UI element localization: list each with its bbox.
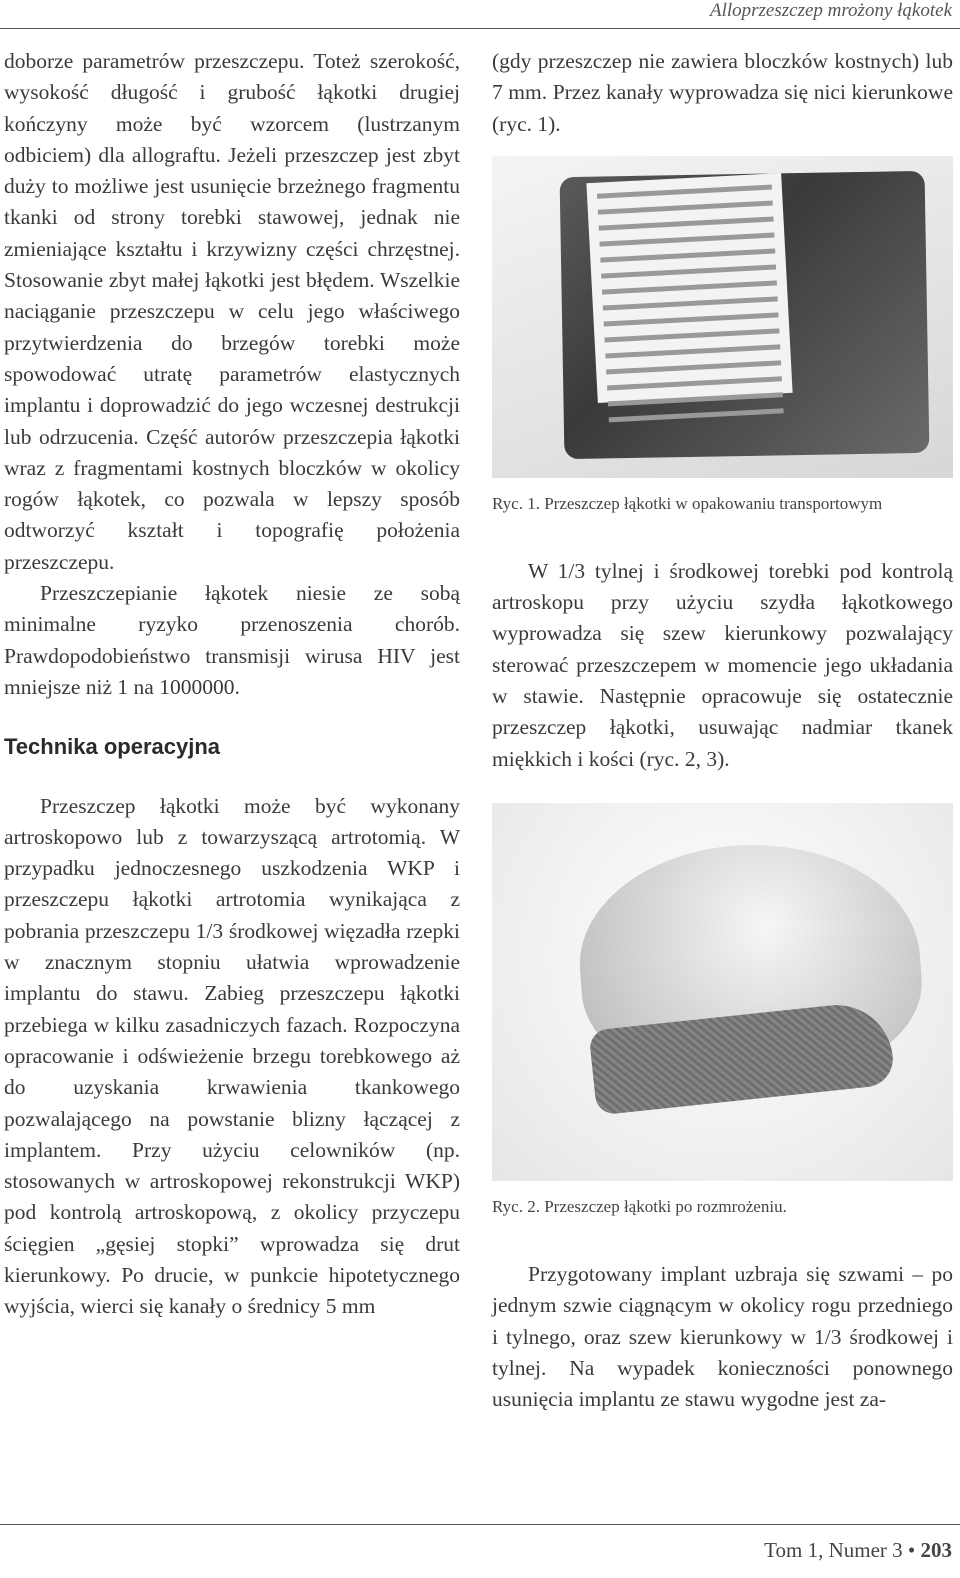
- left-paragraph-2: Przeszczepianie łąkotek niesie ze sobą minimalne ryzyko przenoszenia chorób. Prawdopodobieństwo transmisji wirusa HIV jest mniejsze niż 1 na 1000000.: [4, 581, 460, 699]
- right-paragraph-2: W 1/3 tylnej i środkowej torebki pod kontrolą artroskopu przy użyciu szydła łąkotkowego wyprowadza się szew kierunkowy pozwalający sterować przeszczepem w momencie jego układania w stawie. Następnie opracowuje się ostatecznie przeszczep łąkotki, usuwając nadmiar tkanek miękkich i kości (ryc. 2, 3).: [492, 558, 953, 771]
- page-footer: [764, 1538, 952, 1563]
- figure-1-image: [492, 156, 953, 478]
- running-title: Alloprzeszczep mrożony łąkotek: [709, 0, 952, 21]
- left-column: [4, 46, 460, 1323]
- header-rule: [0, 28, 960, 29]
- figure-2-image: [492, 803, 953, 1181]
- footer-bullet: •: [907, 1538, 916, 1562]
- section-heading: Technika operacyjna: [4, 734, 221, 760]
- journal-issue: Tom 1, Numer 3: [764, 1538, 903, 1562]
- right-paragraph-1: (gdy przeszczep nie zawiera bloczków kostnych) lub 7 mm. Przez kanały wyprowadza się nici kierunkowe (ryc. 1).: [492, 49, 953, 136]
- figure-1-caption: Ryc. 1. Przeszczep łąkotki w opakowaniu transportowym: [492, 493, 883, 513]
- left-paragraph-1: doborze parametrów przeszczepu. Toteż szerokość, wysokość długość i grubość łąkotki drugiej kończyny może być wzorcem (lustrzanym odbiciem) dla allograftu. Jeżeli przeszczep jest zbyt duży to możliwe jest usunięcie brzeżnego fragmentu tkanki od strony torebki stawowej, jednak nie zmieniające kształtu i krzywizny części chrzęstnej. Stosowanie zbyt małej łąkotki jest błędem. Wszelkie naciąganie przeszczepu w celu jego właściwego przytwierdzenia do brzegów torebki może spowodować utratę parametrów elastycznych implantu i doprowadzić do jego wczesnej destrukcji lub odrzucenia. Część autorów przeszczepia łąkotki wraz z fragmentami kostnych bloczków w okolicy rogów łąkotek, co pozwala w lepszy sposób odtworzyć kształt i topografię położenia przeszczepu.: [4, 49, 460, 574]
- left-paragraph-3: Przeszczep łąkotki może być wykonany artroskopowo lub z towarzyszącą artrotomią. W przypadku jednoczesnego uszkodzenia WKP i przeszczepu łąkotki artrotomia wynikająca z pobrania przeszczepu 1/3 środkowej więzadła rzepki w znacznym stopniu ułatwia wprowadzenie implantu do stawu. Zabieg przeszczepu łąkotki przebiega w kilku zasadniczych fazach. Rozpoczyna opracowanie i odświeżenie brzegu torebkowego aż do uzyskania krwawienia tkankowego pozwalającego na powstanie blizny łączącej z implantem. Przy użyciu celowników (np. stosowanych w artroskopowej rekonstrukcji WKP) pod kontrolą artroskopową, z okolicy przyczepu ścięgien „gęsiej stopki” wprowadza się drut kierunkowy. Po drucie, w punkcie hipotetycznego wyjścia, wierci się kanały o średnicy 5 mm: [4, 793, 460, 1319]
- right-paragraph-3: Przygotowany implant uzbraja się szwami – po jednym szwie ciągnącym w okolicy rogu przedniego i tylnego, oraz szew kierunkowy w 1/3 środkowej i tylnej. Na wypadek konieczności ponownego usunięcia implantu ze stawu wygodne jest za-: [492, 1261, 953, 1412]
- package-label: [586, 173, 792, 403]
- right-column: [492, 46, 953, 1415]
- page-number: 203: [920, 1538, 952, 1562]
- figure-2-caption: Ryc. 2. Przeszczep łąkotki po rozmrożeniu.: [492, 1196, 787, 1216]
- footer-rule: [0, 1524, 960, 1525]
